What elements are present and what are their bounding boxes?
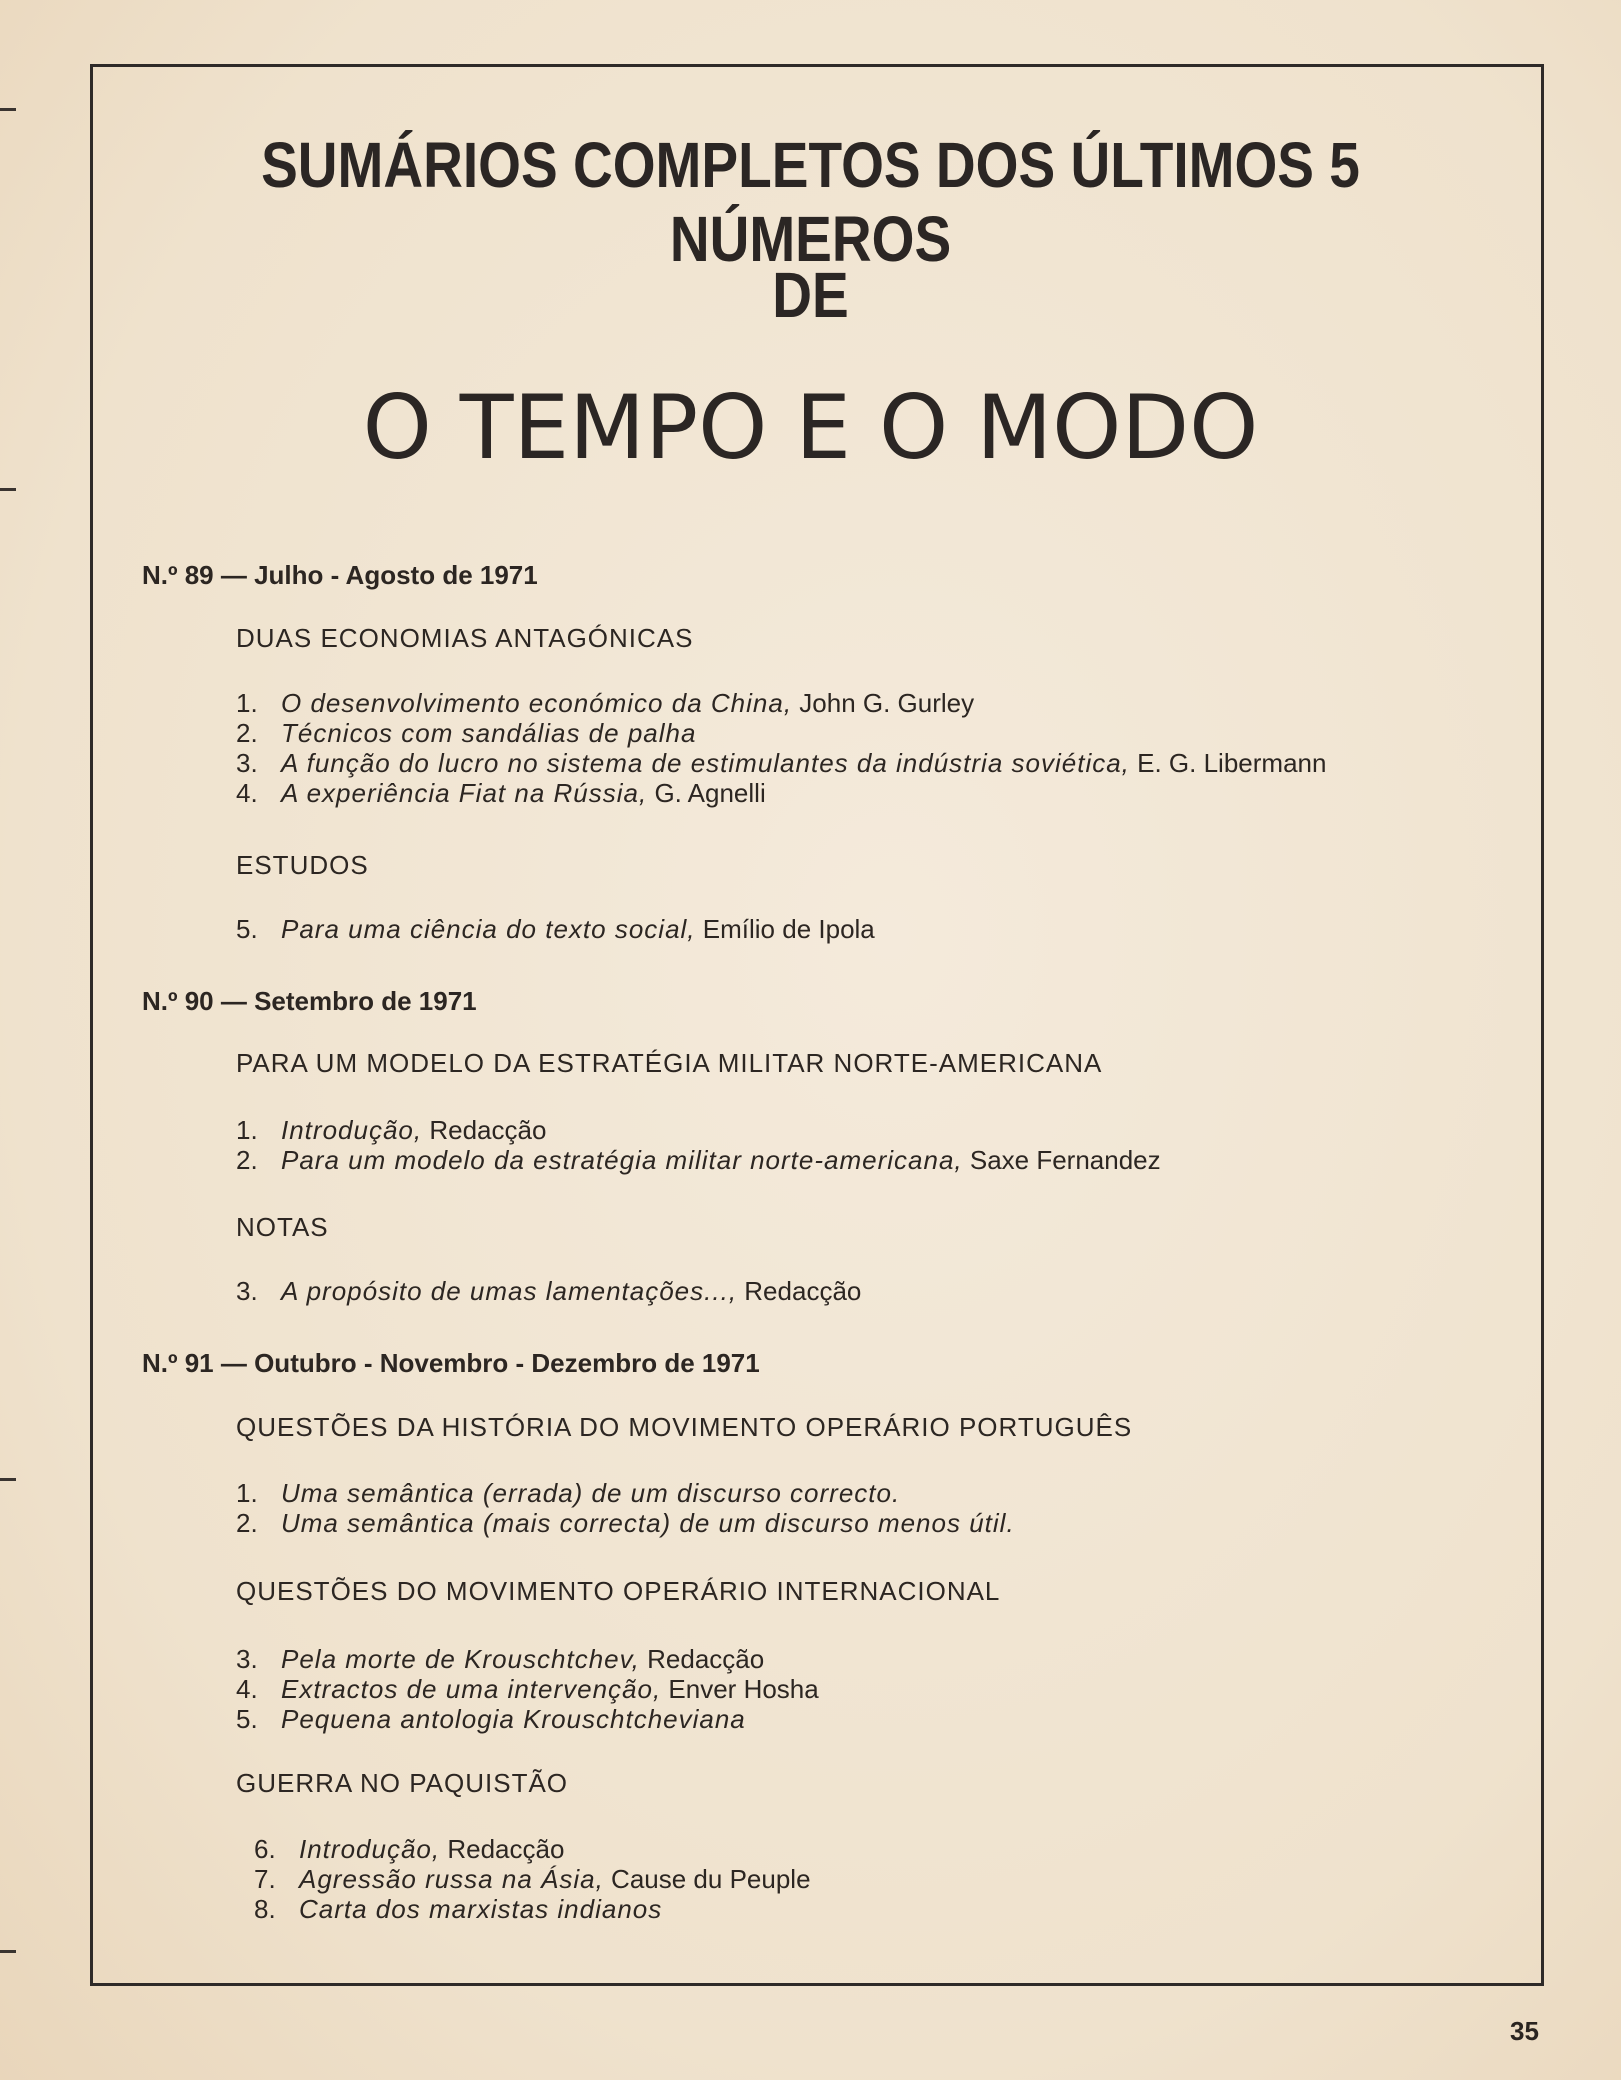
issue-heading: N.º 90 — Setembro de 1971 [142, 986, 477, 1016]
item-number: 1. [236, 688, 258, 718]
article-title: Introdução, [299, 1834, 441, 1864]
article-title: A propósito de umas lamentações..., [281, 1276, 738, 1306]
article-title: A função do lucro no sistema de estimulantes da indústria soviética, [281, 748, 1130, 778]
article-title: A experiência Fiat na Rússia, [281, 778, 648, 808]
article-title: Para um modelo da estratégia militar norte-americana, [281, 1145, 963, 1175]
item-number: 7. [254, 1864, 276, 1894]
article-title: Pela morte de Krouschtchev, [281, 1644, 640, 1674]
list-item [236, 688, 974, 719]
list-item [254, 1834, 564, 1865]
article-title: Agressão russa na Ásia, [299, 1864, 604, 1894]
item-number: 2. [236, 1145, 258, 1175]
item-number: 5. [236, 1704, 258, 1734]
article-author: E. G. Libermann [1137, 748, 1327, 778]
article-title: Extractos de uma intervenção, [281, 1674, 662, 1704]
section-heading: DUAS ECONOMIAS ANTAGÓNICAS [236, 623, 694, 653]
article-title: Uma semântica (mais correcta) de um discurso menos útil. [281, 1508, 1015, 1538]
section-heading: QUESTÕES DO MOVIMENTO OPERÁRIO INTERNACIONAL [236, 1576, 1001, 1606]
article-title: O desenvolvimento económico da China, [281, 688, 793, 718]
article-title: Para uma ciência do texto social, [281, 914, 696, 944]
article-title: Carta dos marxistas indianos [299, 1894, 663, 1924]
item-number: 2. [236, 718, 258, 748]
item-number: 4. [236, 1674, 258, 1704]
item-number: 3. [236, 1276, 258, 1306]
list-item [254, 1894, 662, 1925]
item-number: 2. [236, 1508, 258, 1538]
list-item [236, 1115, 546, 1146]
item-number: 3. [236, 1644, 258, 1674]
article-author: John G. Gurley [799, 688, 975, 718]
page-title: SUMÁRIOS COMPLETOS DOS ÚLTIMOS 5 NÚMEROS [261, 129, 1360, 275]
list-item [236, 718, 696, 749]
article-title: Introdução, [281, 1115, 423, 1145]
list-item [236, 1276, 861, 1307]
item-number: 8. [254, 1894, 276, 1924]
issue-heading: N.º 89 — Julho - Agosto de 1971 [142, 560, 538, 590]
margin-mark [0, 488, 16, 491]
article-author: Redacção [429, 1115, 547, 1145]
list-item [254, 1864, 811, 1895]
article-title: Uma semântica (errada) de um discurso correcto. [281, 1478, 901, 1508]
section-heading: NOTAS [236, 1212, 329, 1242]
list-item [236, 1704, 746, 1735]
margin-mark [0, 1478, 16, 1481]
item-number: 1. [236, 1478, 258, 1508]
article-author: Cause du Peuple [611, 1864, 811, 1894]
page-title-connector: DE [772, 259, 849, 331]
article-author: Redacção [447, 1834, 565, 1864]
list-item [236, 778, 766, 809]
article-author: G. Agnelli [654, 778, 766, 808]
publication-title: O TEMPO E O MODO [362, 376, 1259, 479]
list-item [236, 1674, 819, 1705]
list-item [236, 748, 1326, 779]
section-heading: PARA UM MODELO DA ESTRATÉGIA MILITAR NORTE-AMERICANA [236, 1048, 1103, 1078]
article-title: Pequena antologia Krouschtcheviana [281, 1704, 746, 1734]
section-heading: ESTUDOS [236, 850, 369, 880]
list-item [236, 1644, 764, 1675]
article-author: Enver Hosha [668, 1674, 819, 1704]
article-author: Emílio de Ipola [702, 914, 875, 944]
list-item [236, 1478, 900, 1509]
item-number: 1. [236, 1115, 258, 1145]
article-title: Técnicos com sandálias de palha [281, 718, 697, 748]
item-number: 3. [236, 748, 258, 778]
margin-mark [0, 108, 16, 111]
margin-mark [0, 1950, 16, 1953]
section-heading: QUESTÕES DA HISTÓRIA DO MOVIMENTO OPERÁRIO PORTUGUÊS [236, 1412, 1133, 1442]
item-number: 4. [236, 778, 258, 808]
item-number: 6. [254, 1834, 276, 1864]
article-author: Redacção [647, 1644, 765, 1674]
list-item [236, 1145, 1161, 1176]
page-number: 35 [1510, 2016, 1539, 2046]
section-heading: GUERRA NO PAQUISTÃO [236, 1768, 569, 1798]
item-number: 5. [236, 914, 258, 944]
article-author: Redacção [744, 1276, 862, 1306]
issue-heading: N.º 91 — Outubro - Novembro - Dezembro de 1971 [142, 1348, 760, 1378]
list-item [236, 1508, 1015, 1539]
article-author: Saxe Fernandez [969, 1145, 1161, 1175]
list-item [236, 914, 875, 945]
